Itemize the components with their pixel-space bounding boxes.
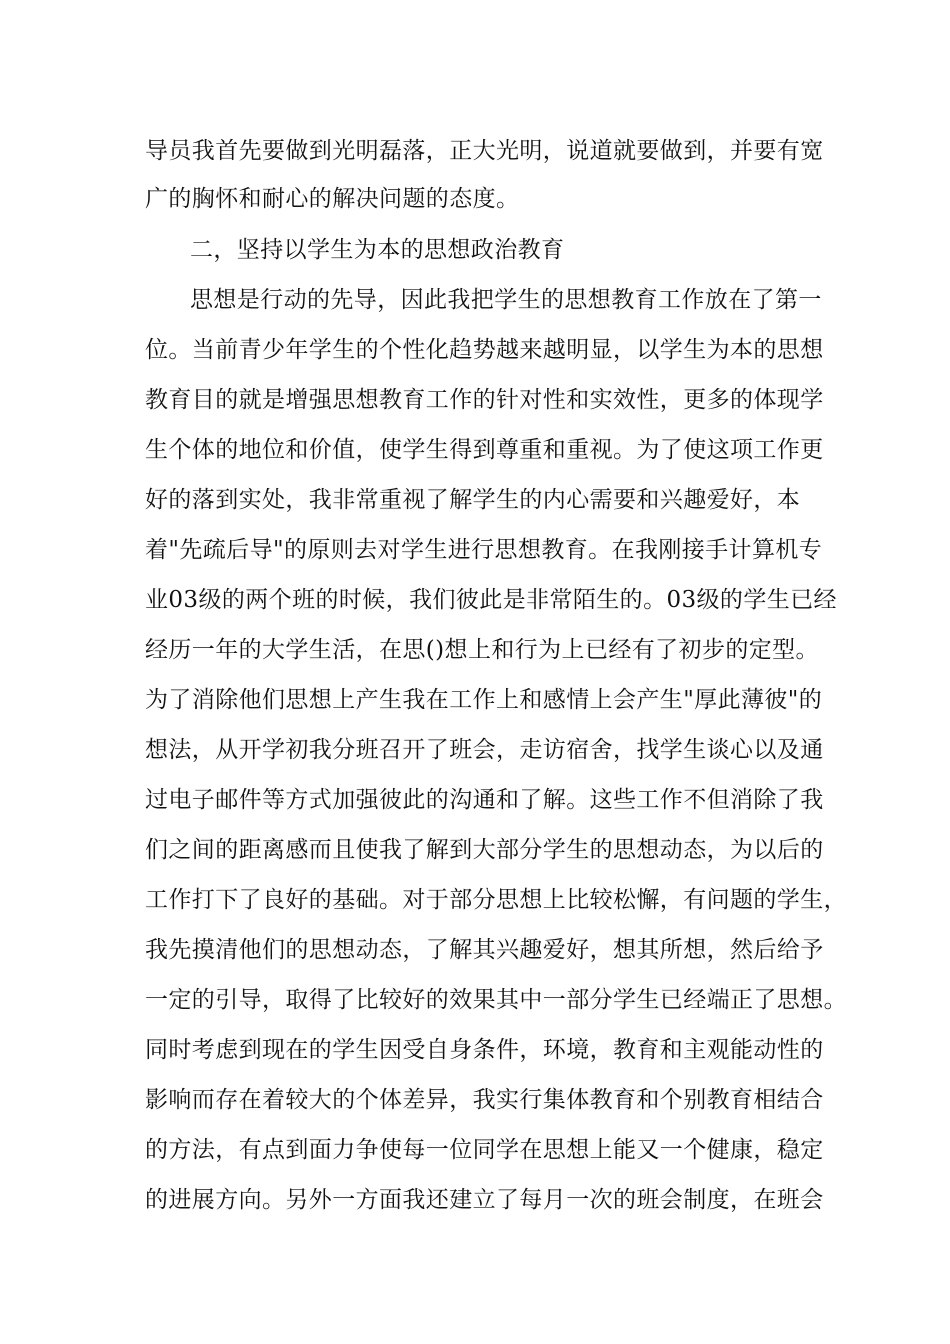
- text-line: 位。当前青少年学生的个性化趋势越来越明显，以学生为本的思想: [145, 337, 824, 363]
- text-line: 好的落到实处，我非常重视了解学生的内心需要和兴趣爱好，本: [145, 487, 801, 513]
- text-line: 们之间的距离感而且使我了解到大部分学生的思想动态，为以后的: [145, 837, 824, 863]
- text-line: 业03级的两个班的时候，我们彼此是非常陌生的。03级的学生已经: [145, 587, 837, 613]
- text-line: 导员我首先要做到光明磊落，正大光明，说道就要做到，并要有宽: [145, 138, 824, 164]
- text-line: 想法，从开学初我分班召开了班会，走访宿舍，找学生谈心以及通: [145, 737, 824, 763]
- text-line: 影响而存在着较大的个体差异，我实行集体教育和个别教育相结合: [145, 1087, 824, 1113]
- section-heading: 二，坚持以学生为本的思想政治教育: [190, 237, 565, 263]
- text-line: 教育目的就是增强思想教育工作的针对性和实效性，更多的体现学: [145, 387, 824, 413]
- text-line: 我先摸清他们的思想动态，了解其兴趣爱好，想其所想，然后给予: [145, 937, 824, 963]
- text-line: 的进展方向。另外一方面我还建立了每月一次的班会制度，在班会: [145, 1187, 824, 1213]
- text-line: 过电子邮件等方式加强彼此的沟通和了解。这些工作不但消除了我: [145, 787, 824, 813]
- text-line: 生个体的地位和价值，使学生得到尊重和重视。为了使这项工作更: [145, 437, 824, 463]
- text-line: 同时考虑到现在的学生因受自身条件，环境，教育和主观能动性的: [145, 1037, 824, 1063]
- text-line: 工作打下了良好的基础。对于部分思想上比较松懈，有问题的学生，: [145, 887, 847, 913]
- text-line: 一定的引导，取得了比较好的效果其中一部分学生已经端正了思想。: [145, 987, 847, 1013]
- text-line: 为了消除他们思想上产生我在工作上和感情上会产生"厚此薄彼"的: [145, 687, 823, 713]
- text-line: 广的胸怀和耐心的解决问题的态度。: [145, 186, 520, 212]
- paragraph-first-line: 思想是行动的先导，因此我把学生的思想教育工作放在了第一: [190, 287, 822, 313]
- text-line: 经历一年的大学生活，在思()想上和行为上已经有了初步的定型。: [145, 637, 819, 663]
- text-line: 着"先疏后导"的原则去对学生进行思想教育。在我刚接手计算机专: [145, 537, 823, 563]
- text-line: 的方法，有点到面力争使每一位同学在思想上能又一个健康，稳定: [145, 1137, 824, 1163]
